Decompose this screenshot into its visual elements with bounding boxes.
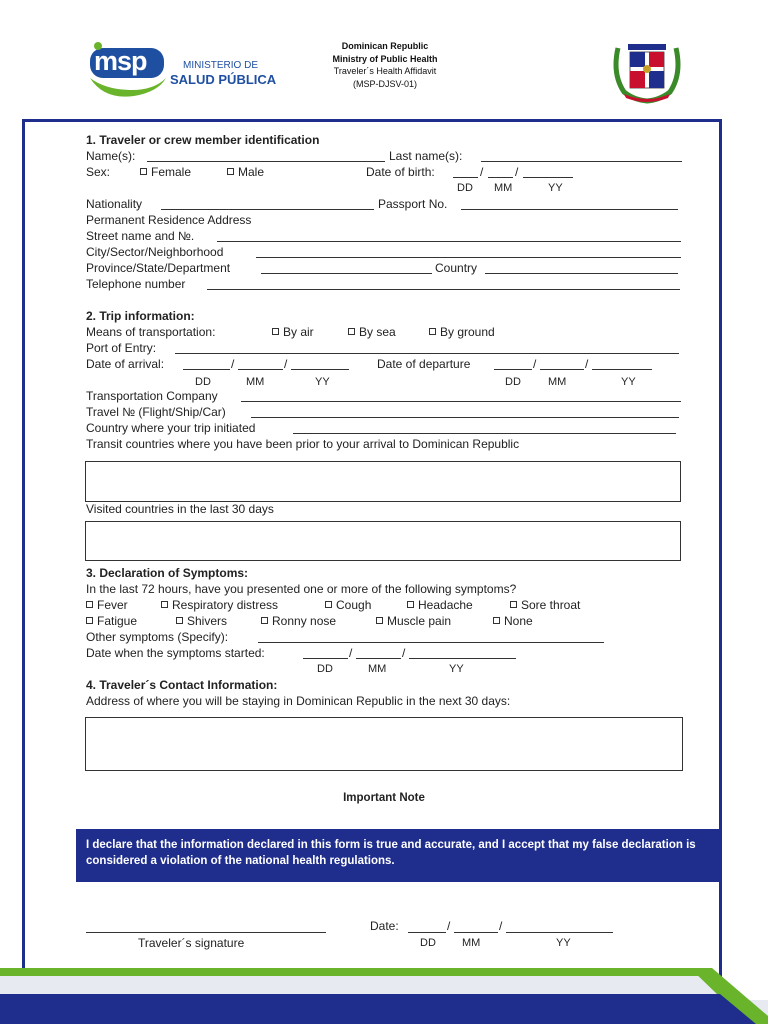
cough-label: Cough <box>336 598 372 612</box>
arrival-mm-label: MM <box>246 376 265 388</box>
symptoms-question: In the last 72 hours, have you presented one or more of the following symptoms? <box>86 582 517 596</box>
signature-day-field[interactable] <box>408 932 446 933</box>
checkbox-icon[interactable] <box>176 617 183 624</box>
province-field[interactable] <box>261 273 432 274</box>
departure-mm-label: MM <box>548 376 567 388</box>
header-form-code: (MSP-DJSV-01) <box>352 78 417 89</box>
departure-month-field[interactable] <box>540 369 584 370</box>
city-field[interactable] <box>256 257 681 258</box>
dob-mm-label: MM <box>494 182 513 194</box>
date-separator: / <box>533 357 537 371</box>
sore-throat-option[interactable] <box>510 598 580 612</box>
company-label: Transportation Company <box>86 389 218 403</box>
logo-acronym: msp <box>94 46 147 76</box>
shivers-option[interactable] <box>176 614 227 628</box>
msp-logo <box>84 38 277 100</box>
started-day-field[interactable] <box>303 658 348 659</box>
country-label: Country <box>435 261 478 275</box>
other-symptoms-label: Other symptoms (Specify): <box>86 630 229 644</box>
passport-field[interactable] <box>461 209 678 210</box>
last-names-label: Last name(s): <box>389 149 463 163</box>
arrival-day-field[interactable] <box>183 369 230 370</box>
header-country: Dominican Republic <box>341 41 429 51</box>
date-separator: / <box>515 165 519 179</box>
signature-dd-label: DD <box>420 937 436 949</box>
checkbox-icon[interactable] <box>407 601 414 608</box>
checkbox-icon[interactable] <box>325 601 332 608</box>
date-separator: / <box>231 357 235 371</box>
checkbox-icon[interactable] <box>86 601 93 608</box>
country-field[interactable] <box>485 273 678 274</box>
transit-label: Transit countries where you have been prior to your arrival to Dominican Republic <box>86 437 520 451</box>
port-label: Port of Entry: <box>86 341 157 355</box>
important-note-title: Important Note <box>343 792 425 804</box>
started-yy-label: YY <box>449 663 464 675</box>
logo-line2: SALUD PÚBLICA <box>170 72 277 87</box>
by-sea-option[interactable] <box>348 325 396 339</box>
muscle-pain-option[interactable] <box>376 614 451 628</box>
checkbox-icon[interactable] <box>376 617 383 624</box>
dob-month-field[interactable] <box>488 177 513 178</box>
symptoms-started-label: Date when the symptoms started: <box>86 646 265 660</box>
fever-option[interactable] <box>86 598 128 612</box>
important-note-text: I declare that the information declared in this form is true and accurate, and I accept that my false declaration is considered a violation of the national health regulations. <box>76 829 721 882</box>
checkbox-icon[interactable] <box>261 617 268 624</box>
logo-line1: MINISTERIO DE <box>183 60 259 71</box>
section1-title: 1. Traveler or crew member identification <box>86 133 320 147</box>
checkbox-icon[interactable] <box>86 617 93 624</box>
checkbox-icon[interactable] <box>161 601 168 608</box>
travel-no-field[interactable] <box>251 417 679 418</box>
checkbox-icon[interactable] <box>510 601 517 608</box>
initiated-field[interactable] <box>293 433 676 434</box>
started-mm-label: MM <box>368 663 387 675</box>
by-ground-label: By ground <box>440 325 495 339</box>
sex-male-option[interactable] <box>227 165 264 179</box>
by-air-option[interactable] <box>272 325 314 339</box>
signature-label: Traveler´s signature <box>138 936 245 950</box>
date-separator: / <box>499 919 503 933</box>
fever-label: Fever <box>97 598 128 612</box>
street-label: Street name and №. <box>86 229 195 243</box>
sore-throat-label: Sore throat <box>521 598 581 612</box>
signature-field[interactable] <box>86 932 326 933</box>
respiratory-label: Respiratory distress <box>172 598 279 612</box>
checkbox-icon[interactable] <box>272 328 279 335</box>
cough-option[interactable] <box>325 598 371 612</box>
street-field[interactable] <box>217 241 681 242</box>
names-field[interactable] <box>147 161 385 162</box>
fatigue-option[interactable] <box>86 614 137 628</box>
departure-dd-label: DD <box>505 376 521 388</box>
visited-label: Visited countries in the last 30 days <box>86 502 274 516</box>
telephone-label: Telephone number <box>86 277 186 291</box>
arrival-label: Date of arrival: <box>86 357 165 371</box>
checkbox-icon[interactable] <box>429 328 436 335</box>
arrival-year-field[interactable] <box>291 369 349 370</box>
departure-year-field[interactable] <box>592 369 652 370</box>
headache-option[interactable] <box>407 598 473 612</box>
document-header <box>300 40 470 90</box>
ronny-nose-option[interactable] <box>261 614 336 628</box>
dob-dd-label: DD <box>457 182 473 194</box>
by-ground-option[interactable] <box>429 325 495 339</box>
dob-yy-label: YY <box>548 182 563 194</box>
header-form-title: Traveler´s Health Affidavit <box>333 66 437 76</box>
means-label: Means of transportation: <box>86 325 216 339</box>
none-label: None <box>504 614 533 628</box>
started-year-field[interactable] <box>409 658 516 659</box>
section4-title: 4. Traveler´s Contact Information: <box>86 678 278 692</box>
by-air-label: By air <box>283 325 314 339</box>
nationality-field[interactable] <box>161 209 374 210</box>
fatigue-label: Fatigue <box>97 614 138 628</box>
date-separator: / <box>402 646 406 660</box>
shivers-label: Shivers <box>187 614 228 628</box>
ronny-nose-label: Ronny nose <box>272 614 337 628</box>
checkbox-icon[interactable] <box>493 617 500 624</box>
footer-decoration <box>0 960 768 1024</box>
dob-label: Date of birth: <box>366 165 435 179</box>
company-field[interactable] <box>241 401 681 402</box>
transit-countries-box[interactable] <box>85 461 681 502</box>
departure-yy-label: YY <box>621 376 636 388</box>
sex-male-label: Male <box>238 165 265 179</box>
signature-year-field[interactable] <box>506 932 613 933</box>
port-field[interactable] <box>175 353 679 354</box>
date-separator: / <box>284 357 288 371</box>
sex-female-option[interactable] <box>140 165 191 179</box>
signature-date-label: Date: <box>370 919 399 933</box>
stay-address-box[interactable] <box>85 717 683 771</box>
nationality-label: Nationality <box>86 197 143 211</box>
signature-yy-label: YY <box>556 937 571 949</box>
telephone-field[interactable] <box>207 289 680 290</box>
headache-label: Headache <box>418 598 473 612</box>
muscle-pain-label: Muscle pain <box>387 614 452 628</box>
stay-address-label: Address of where you will be staying in Dominican Republic in the next 30 days: <box>86 694 511 708</box>
last-names-field[interactable] <box>481 161 682 162</box>
checkbox-icon[interactable] <box>140 168 147 175</box>
checkbox-icon[interactable] <box>348 328 355 335</box>
other-symptoms-field[interactable] <box>258 642 604 643</box>
province-label: Province/State/Department <box>86 261 231 275</box>
departure-day-field[interactable] <box>494 369 532 370</box>
started-dd-label: DD <box>317 663 333 675</box>
checkbox-icon[interactable] <box>227 168 234 175</box>
section2-title: 2. Trip information: <box>86 309 195 323</box>
signature-mm-label: MM <box>462 937 481 949</box>
signature-month-field[interactable] <box>454 932 498 933</box>
arrival-month-field[interactable] <box>238 369 283 370</box>
departure-label: Date of departure <box>377 357 471 371</box>
arrival-dd-label: DD <box>195 376 211 388</box>
date-separator: / <box>480 165 484 179</box>
visited-countries-box[interactable] <box>85 521 681 561</box>
date-separator: / <box>585 357 589 371</box>
dob-day-field[interactable] <box>453 177 478 178</box>
arrival-yy-label: YY <box>315 376 330 388</box>
coat-of-arms-icon <box>610 38 684 104</box>
passport-label: Passport No. <box>378 197 448 211</box>
started-month-field[interactable] <box>356 658 401 659</box>
city-label: City/Sector/Neighborhood <box>86 245 224 259</box>
none-option[interactable] <box>493 614 533 628</box>
header-ministry: Ministry of Public Health <box>332 53 438 64</box>
dob-year-field[interactable] <box>523 177 573 178</box>
residence-label: Permanent Residence Address <box>86 213 252 227</box>
date-separator: / <box>349 646 353 660</box>
section3-title: 3. Declaration of Symptoms: <box>86 566 249 580</box>
sex-label: Sex: <box>86 165 111 179</box>
date-separator: / <box>447 919 451 933</box>
by-sea-label: By sea <box>359 325 396 339</box>
initiated-label: Country where your trip initiated <box>86 421 256 435</box>
travel-no-label: Travel № (Flight/Ship/Car) <box>86 405 226 419</box>
respiratory-option[interactable] <box>161 598 278 612</box>
sex-female-label: Female <box>151 165 192 179</box>
names-label: Name(s): <box>86 149 136 163</box>
